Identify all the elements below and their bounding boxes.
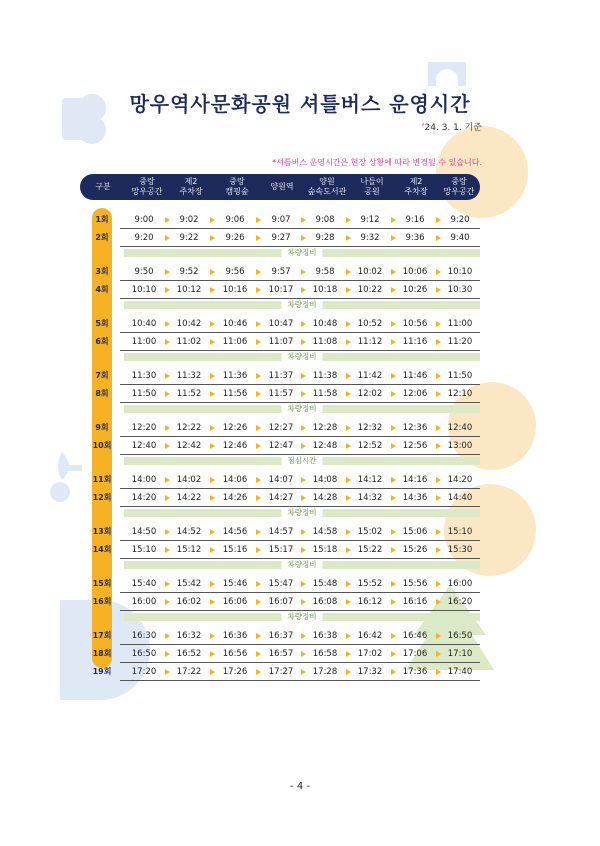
- time-cell: 10:10: [131, 285, 157, 295]
- time-cell: 11:46: [402, 371, 428, 381]
- time-cell: 12:20: [131, 423, 157, 433]
- time-cell: 16:16: [402, 597, 428, 607]
- header-cell-text: 구분: [95, 182, 111, 191]
- time-cell: 14:32: [357, 493, 383, 503]
- separator-label: 차량정비: [282, 560, 323, 570]
- time-cell: 15:10: [447, 527, 473, 537]
- time-cell: 9:20: [450, 215, 470, 225]
- run-label: 18회: [92, 649, 112, 658]
- time-cell: 12:42: [176, 441, 202, 451]
- table-row: [92, 541, 480, 559]
- time-cell: 16:32: [176, 631, 202, 641]
- time-cell: 9:36: [405, 233, 425, 243]
- time-cell: 10:16: [222, 285, 248, 295]
- table-row: [92, 575, 480, 593]
- run-label: 3회: [95, 267, 109, 276]
- time-cell: 16:57: [268, 649, 294, 659]
- time-cell: 14:57: [268, 527, 294, 537]
- time-cell: 15:46: [222, 579, 248, 589]
- separator-row: [124, 509, 480, 517]
- time-cell: 17:06: [402, 649, 428, 659]
- time-cell: 11:42: [357, 371, 383, 381]
- time-cell: 17:36: [402, 667, 428, 677]
- time-cell: 11:06: [222, 337, 248, 347]
- run-label: 2회: [95, 233, 109, 242]
- time-cell: 10:12: [176, 285, 202, 295]
- time-cell: 10:22: [357, 285, 383, 295]
- table-row: [92, 489, 480, 507]
- time-cell: 11:02: [176, 337, 202, 347]
- separator-row: [124, 613, 480, 621]
- run-label: 10회: [92, 441, 112, 450]
- table-row: [92, 263, 480, 281]
- run-label: 5회: [95, 319, 109, 328]
- table-row: [92, 593, 480, 611]
- time-cell: 11:36: [222, 371, 248, 381]
- run-label: 19회: [92, 667, 112, 676]
- header-cell-text: 제2 주차장: [179, 177, 203, 196]
- time-cell: 15:48: [312, 579, 338, 589]
- time-cell: 14:50: [131, 527, 157, 537]
- time-cell: 14:02: [176, 475, 202, 485]
- separator-row: [124, 457, 480, 465]
- time-cell: 14:28: [312, 493, 338, 503]
- time-cell: 15:42: [176, 579, 202, 589]
- time-cell: 9:50: [134, 267, 154, 277]
- separator-label: 차량정비: [282, 508, 323, 518]
- time-cell: 16:50: [131, 649, 157, 659]
- time-cell: 9:52: [179, 267, 199, 277]
- time-cell: 14:07: [268, 475, 294, 485]
- time-cell: 14:08: [312, 475, 338, 485]
- time-cell: 12:47: [268, 441, 294, 451]
- time-cell: 17:20: [131, 667, 157, 677]
- time-cell: 15:30: [447, 545, 473, 555]
- run-label: 1회: [95, 215, 109, 224]
- time-cell: 17:10: [447, 649, 473, 659]
- run-label: 7회: [95, 371, 109, 380]
- time-cell: 15:47: [268, 579, 294, 589]
- time-cell: 9:28: [315, 233, 335, 243]
- time-cell: 11:20: [447, 337, 473, 347]
- time-cell: 12:46: [222, 441, 248, 451]
- time-cell: 11:50: [131, 389, 157, 399]
- time-cell: 10:48: [312, 319, 338, 329]
- time-cell: 9:00: [134, 215, 154, 225]
- time-cell: 9:20: [134, 233, 154, 243]
- time-cell: 15:12: [176, 545, 202, 555]
- time-cell: 17:22: [176, 667, 202, 677]
- time-cell: 9:26: [225, 233, 245, 243]
- time-cell: 9:02: [179, 215, 199, 225]
- time-cell: 10:40: [131, 319, 157, 329]
- time-cell: 15:16: [222, 545, 248, 555]
- time-cell: 14:16: [402, 475, 428, 485]
- time-cell: 10:02: [357, 267, 383, 277]
- time-cell: 16:37: [268, 631, 294, 641]
- time-cell: 11:52: [176, 389, 202, 399]
- table-row: [92, 367, 480, 385]
- table-row: [92, 211, 480, 229]
- time-cell: 11:16: [402, 337, 428, 347]
- time-cell: 17:02: [357, 649, 383, 659]
- header-cell-text: 양원역: [270, 182, 294, 191]
- time-cell: 13:00: [447, 441, 473, 451]
- time-cell: 16:56: [222, 649, 248, 659]
- table-row: [92, 471, 480, 489]
- time-cell: 15:18: [312, 545, 338, 555]
- time-cell: 17:40: [447, 667, 473, 677]
- time-cell: 14:20: [131, 493, 157, 503]
- time-cell: 16:58: [312, 649, 338, 659]
- run-label: 11회: [92, 475, 112, 484]
- time-cell: 16:06: [222, 597, 248, 607]
- run-label: 13회: [92, 527, 112, 536]
- time-cell: 9:40: [450, 233, 470, 243]
- time-cell: 12:48: [312, 441, 338, 451]
- page-title: 망우역사문화공원 셔틀버스 운영시간: [129, 92, 471, 116]
- time-cell: 10:42: [176, 319, 202, 329]
- time-cell: 9:16: [405, 215, 425, 225]
- time-cell: 10:56: [402, 319, 428, 329]
- run-label: 6회: [95, 337, 109, 346]
- time-cell: 10:10: [447, 267, 473, 277]
- time-cell: 14:12: [357, 475, 383, 485]
- table-row: [92, 645, 480, 663]
- time-cell: 16:52: [176, 649, 202, 659]
- separator-label: 차량정비: [282, 248, 323, 258]
- table-row: [92, 663, 480, 681]
- time-cell: 15:52: [357, 579, 383, 589]
- time-cell: 9:56: [225, 267, 245, 277]
- time-cell: 15:06: [402, 527, 428, 537]
- run-label: 12회: [92, 493, 112, 502]
- time-cell: 12:36: [402, 423, 428, 433]
- header-cell-text: 중랑 망우공간: [131, 177, 163, 196]
- time-cell: 14:40: [447, 493, 473, 503]
- run-label: 8회: [95, 389, 109, 398]
- time-cell: 16:46: [402, 631, 428, 641]
- header-cell-text: 중랑 망우공간: [443, 177, 475, 196]
- time-cell: 15:17: [268, 545, 294, 555]
- table-row: [92, 229, 480, 247]
- time-cell: 10:46: [222, 319, 248, 329]
- time-cell: 9:07: [271, 215, 291, 225]
- time-cell: 16:12: [357, 597, 383, 607]
- time-cell: 9:08: [315, 215, 335, 225]
- time-cell: 12:32: [357, 423, 383, 433]
- time-cell: 15:40: [131, 579, 157, 589]
- time-cell: 11:58: [312, 389, 338, 399]
- time-cell: 12:10: [447, 389, 473, 399]
- separator-label: 점심시간: [282, 456, 323, 466]
- run-label: 14회: [92, 545, 112, 554]
- time-cell: 16:38: [312, 631, 338, 641]
- separator-row: [124, 561, 480, 569]
- time-cell: 9:06: [225, 215, 245, 225]
- time-cell: 9:32: [360, 233, 380, 243]
- run-label: 4회: [95, 285, 109, 294]
- time-cell: 11:37: [268, 371, 294, 381]
- time-cell: 17:32: [357, 667, 383, 677]
- time-cell: 10:06: [402, 267, 428, 277]
- header-cell-text: 중랑 캠핑숲: [225, 177, 249, 196]
- table-row: [92, 627, 480, 645]
- time-cell: 10:47: [268, 319, 294, 329]
- time-cell: 16:30: [131, 631, 157, 641]
- time-cell: 16:02: [176, 597, 202, 607]
- time-cell: 11:00: [131, 337, 157, 347]
- time-cell: 14:52: [176, 527, 202, 537]
- reference-date: ’24. 3. 1. 기준: [421, 123, 482, 133]
- time-cell: 10:52: [357, 319, 383, 329]
- time-cell: 14:06: [222, 475, 248, 485]
- time-cell: 16:20: [447, 597, 473, 607]
- time-cell: 9:12: [360, 215, 380, 225]
- time-cell: 12:40: [131, 441, 157, 451]
- header-cell-text: 나들이 공원: [360, 177, 384, 196]
- time-cell: 11:57: [268, 389, 294, 399]
- time-cell: 17:27: [268, 667, 294, 677]
- time-cell: 11:00: [447, 319, 473, 329]
- time-cell: 12:52: [357, 441, 383, 451]
- time-cell: 16:42: [357, 631, 383, 641]
- header-cell-text: 제2 주차장: [404, 177, 428, 196]
- separator-row: [124, 249, 480, 257]
- time-cell: 12:56: [402, 441, 428, 451]
- time-cell: 11:56: [222, 389, 248, 399]
- table-row: [92, 385, 480, 403]
- time-cell: 12:26: [222, 423, 248, 433]
- time-cell: 10:30: [447, 285, 473, 295]
- separator-row: [124, 353, 480, 361]
- time-cell: 15:02: [357, 527, 383, 537]
- run-label: 15회: [92, 579, 112, 588]
- table-row: [92, 419, 480, 437]
- time-cell: 16:00: [447, 579, 473, 589]
- run-label: 16회: [92, 597, 112, 606]
- time-cell: 9:27: [271, 233, 291, 243]
- time-cell: 15:26: [402, 545, 428, 555]
- time-cell: 9:22: [179, 233, 199, 243]
- time-cell: 17:28: [312, 667, 338, 677]
- separator-row: [124, 301, 480, 309]
- time-cell: 12:22: [176, 423, 202, 433]
- time-cell: 16:00: [131, 597, 157, 607]
- time-cell: 11:30: [131, 371, 157, 381]
- time-cell: 14:58: [312, 527, 338, 537]
- separator-label: 차량정비: [282, 404, 323, 414]
- table-row: [92, 437, 480, 455]
- table-row: [92, 523, 480, 541]
- table-row: [92, 333, 480, 351]
- time-cell: 14:27: [268, 493, 294, 503]
- table-row: [92, 281, 480, 299]
- time-cell: 12:28: [312, 423, 338, 433]
- time-cell: 11:07: [268, 337, 294, 347]
- time-cell: 12:02: [357, 389, 383, 399]
- time-cell: 14:20: [447, 475, 473, 485]
- time-cell: 16:08: [312, 597, 338, 607]
- time-cell: 14:26: [222, 493, 248, 503]
- time-cell: 10:18: [312, 285, 338, 295]
- time-cell: 12:27: [268, 423, 294, 433]
- time-cell: 14:56: [222, 527, 248, 537]
- run-label: 9회: [95, 423, 109, 432]
- time-cell: 11:12: [357, 337, 383, 347]
- page-number: - 4 -: [290, 781, 310, 792]
- time-cell: 9:57: [271, 267, 291, 277]
- time-cell: 10:17: [268, 285, 294, 295]
- time-cell: 9:58: [315, 267, 335, 277]
- time-cell: 10:26: [402, 285, 428, 295]
- table-row: [92, 315, 480, 333]
- run-label: 17회: [92, 631, 112, 640]
- separator-label: 차량정비: [282, 300, 323, 310]
- time-cell: 11:08: [312, 337, 338, 347]
- time-cell: 11:50: [447, 371, 473, 381]
- time-cell: 16:36: [222, 631, 248, 641]
- time-cell: 15:56: [402, 579, 428, 589]
- separator-label: 차량정비: [282, 612, 323, 622]
- time-cell: 16:50: [447, 631, 473, 641]
- time-cell: 12:40: [447, 423, 473, 433]
- separator-label: 차량정비: [282, 352, 323, 362]
- time-cell: 16:07: [268, 597, 294, 607]
- time-cell: 12:06: [402, 389, 428, 399]
- time-cell: 11:32: [176, 371, 202, 381]
- time-cell: 15:10: [131, 545, 157, 555]
- time-cell: 14:00: [131, 475, 157, 485]
- time-cell: 17:26: [222, 667, 248, 677]
- time-cell: 11:38: [312, 371, 338, 381]
- separator-row: [124, 405, 480, 413]
- header-cell-text: 양원 숲속도서관: [307, 177, 347, 196]
- time-cell: 14:36: [402, 493, 428, 503]
- schedule-note: *셔틀버스 운영시간은 현장 상황에 따라 변경될 수 있습니다.: [272, 158, 482, 167]
- time-cell: 15:22: [357, 545, 383, 555]
- time-cell: 14:22: [176, 493, 202, 503]
